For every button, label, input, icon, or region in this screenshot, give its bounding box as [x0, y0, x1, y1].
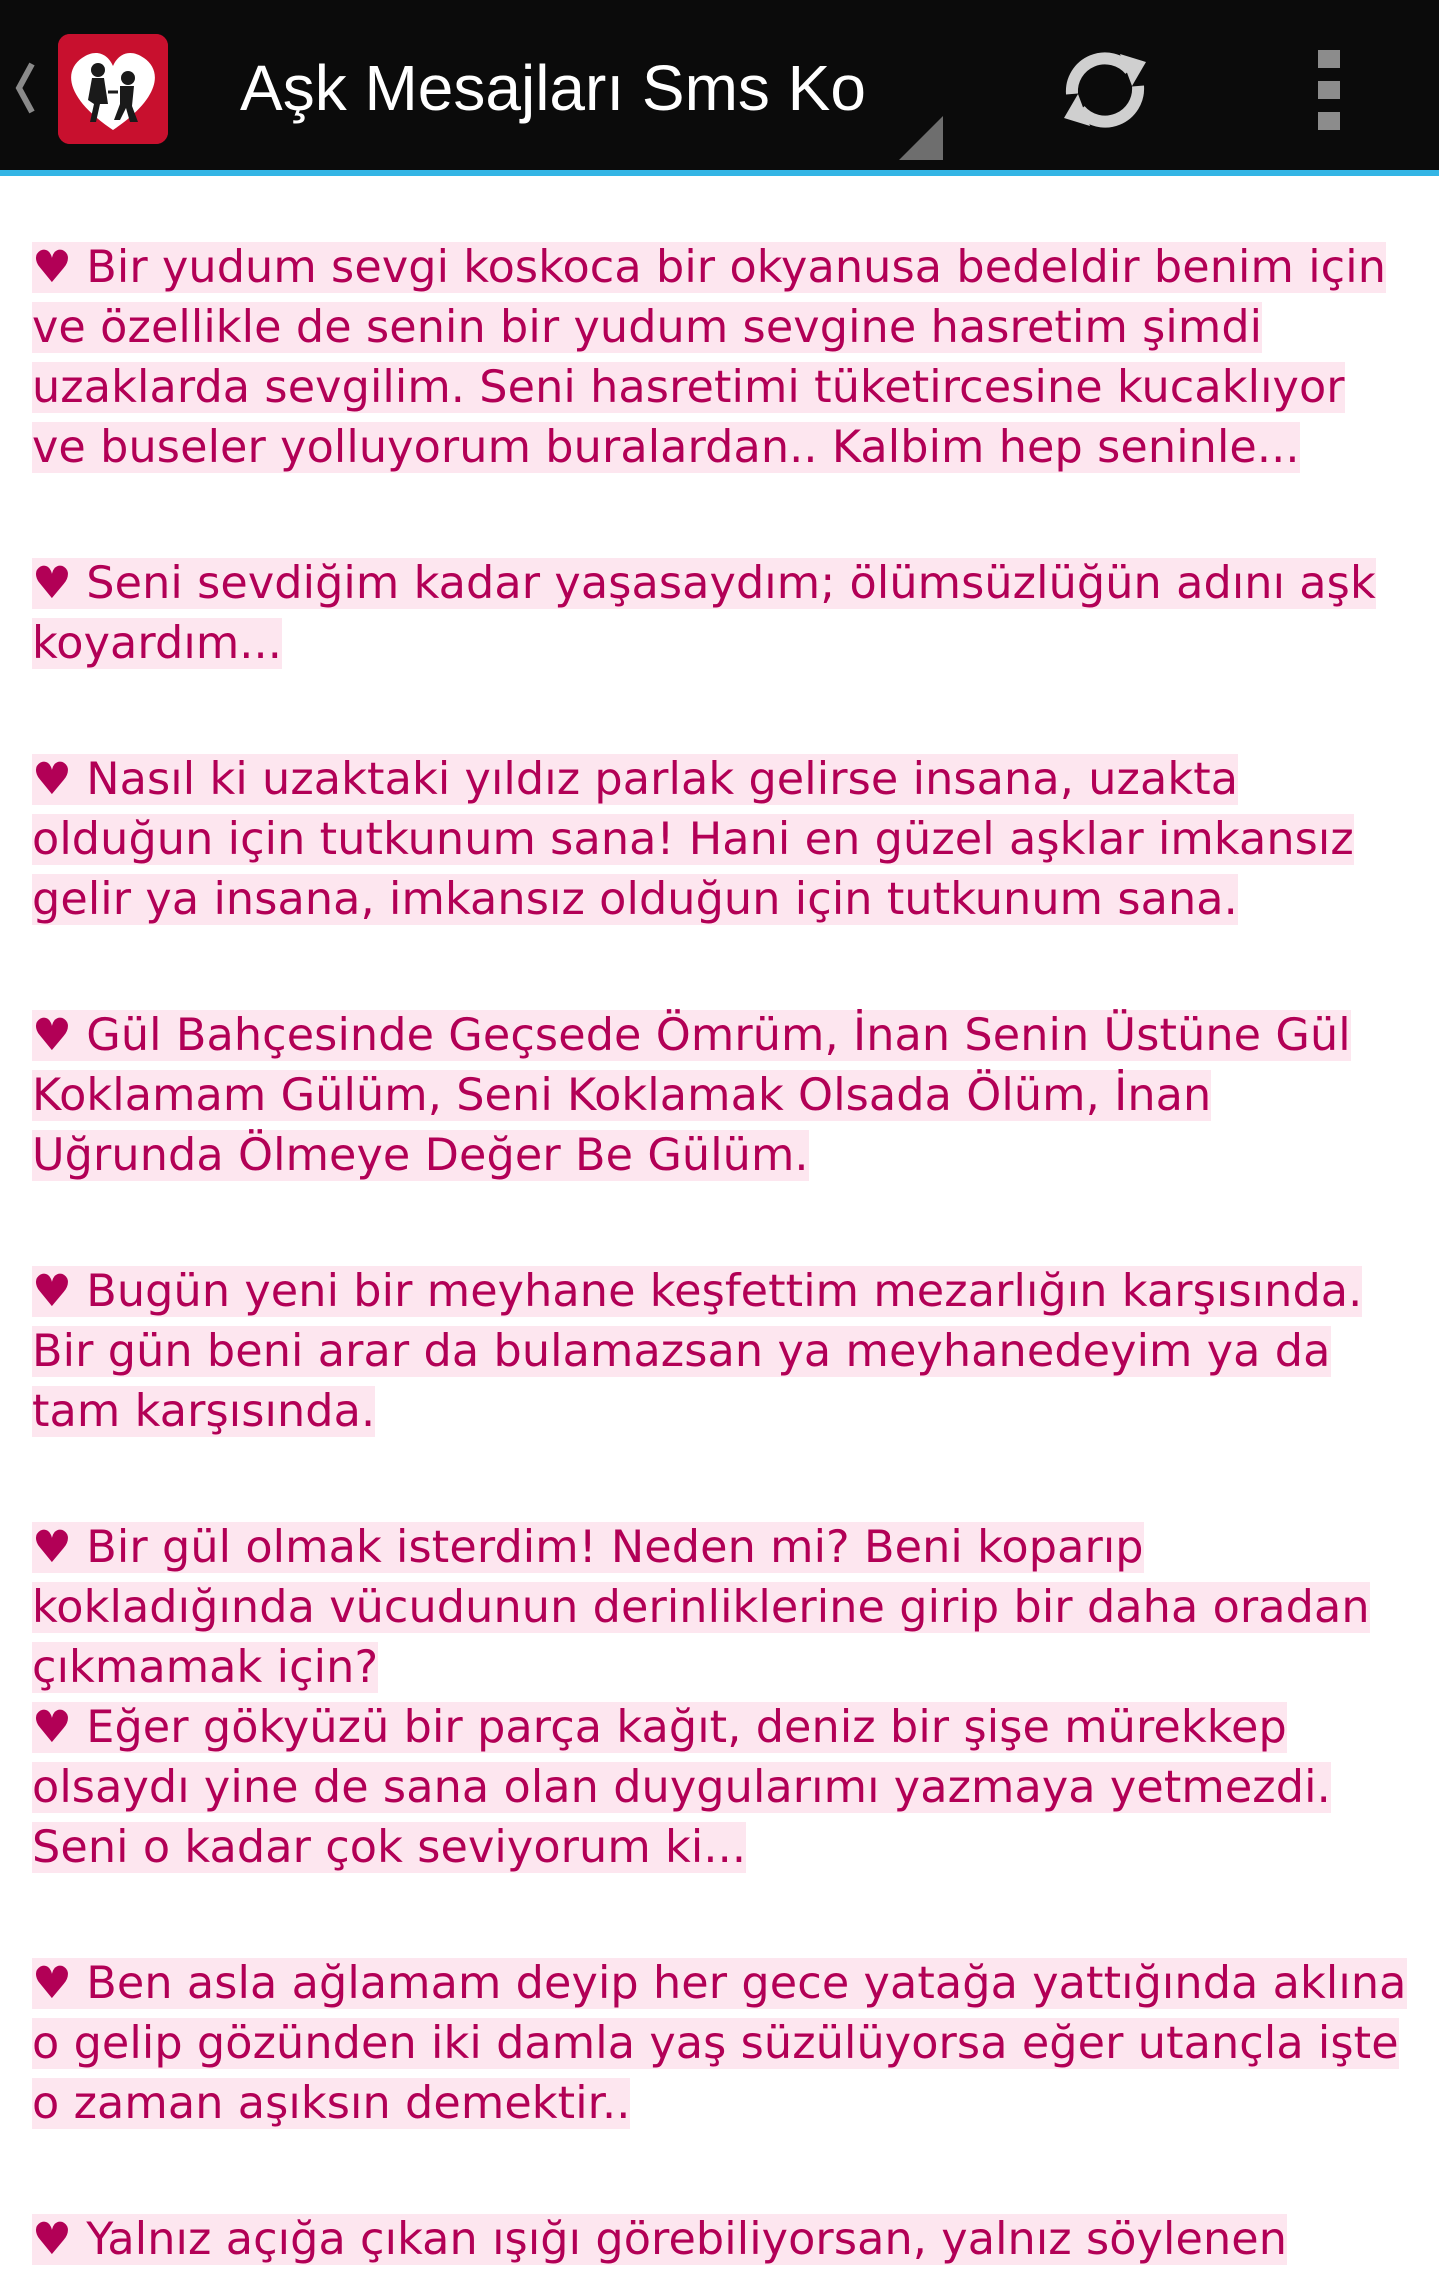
message-text: ♥ Ben asla ağlamam deyip her gece yatağa yattığında aklına o gelip gözünden iki damla yaş süzülüyorsa eğer utançla işte o zaman aşıksın demektir..: [32, 1958, 1407, 2129]
action-bar: [0, 0, 1439, 176]
message-item[interactable]: [32, 750, 1412, 930]
refresh-icon[interactable]: [1050, 40, 1160, 140]
chevron-left-icon[interactable]: [14, 58, 36, 118]
message-text: ♥ Bir yudum sevgi koskoca bir okyanusa bedeldir benim için ve özellikle de senin bir yudum sevgine hasretim şimdi uzaklarda sevgilim. Seni hasretimi tüketircesine kucaklıyor ve buseler yolluyorum buralardan.. Kalbim hep seninle...: [32, 242, 1387, 473]
app-title: Aşk Mesajları Sms Ko: [240, 52, 866, 124]
message-text: ♥ Seni sevdiğim kadar yaşasaydım; ölümsüzlüğün adını aşk koyardım...: [32, 558, 1376, 669]
app-logo[interactable]: [58, 34, 168, 144]
overflow-menu-icon[interactable]: [1300, 40, 1360, 140]
couple-heart-icon: [58, 34, 168, 144]
message-text: ♥ Bir gül olmak isterdim! Neden mi? Beni koparıp kokladığında vücudunun derinliklerine girip bir daha oradan çıkmamak için? ♥ Eğer gökyüzü bir parça kağıt, deniz bir şişe mürekkep olsaydı yine de sana olan duygularımı yazmaya yetmezdi. Seni o kadar çok seviyorum ki...: [32, 1522, 1370, 1873]
message-text: ♥ Nasıl ki uzaktaki yıldız parlak gelirse insana, uzakta olduğun için tutkunum sana! Hani en güzel aşklar imkansız gelir ya insana, imkansız olduğun için tutkunum sana.: [32, 754, 1354, 925]
message-text: ♥ Bugün yeni bir meyhane keşfettim mezarlığın karşısında. Bir gün beni arar da bulamazsan ya meyhanedeyim ya da tam karşısında.: [32, 1266, 1363, 1437]
message-item[interactable]: [32, 1262, 1412, 1442]
message-item[interactable]: [32, 238, 1412, 478]
message-list[interactable]: [32, 238, 1412, 2288]
app-title-container: [240, 40, 870, 136]
message-item[interactable]: [32, 554, 1412, 674]
message-item[interactable]: [32, 1518, 1412, 1878]
message-item[interactable]: [32, 1954, 1412, 2134]
message-item[interactable]: [32, 1006, 1412, 1186]
message-item[interactable]: [32, 2210, 1412, 2270]
message-text: ♥ Yalnız açığa çıkan ışığı görebiliyorsan, yalnız söylenen: [32, 2214, 1288, 2265]
spinner-dropdown-icon[interactable]: [895, 112, 945, 162]
message-text: ♥ Gül Bahçesinde Geçsede Ömrüm, İnan Senin Üstüne Gül Koklamam Gülüm, Seni Koklamak Olsada Ölüm, İnan Uğrunda Ölmeye Değer Be Gülüm.: [32, 1010, 1351, 1181]
